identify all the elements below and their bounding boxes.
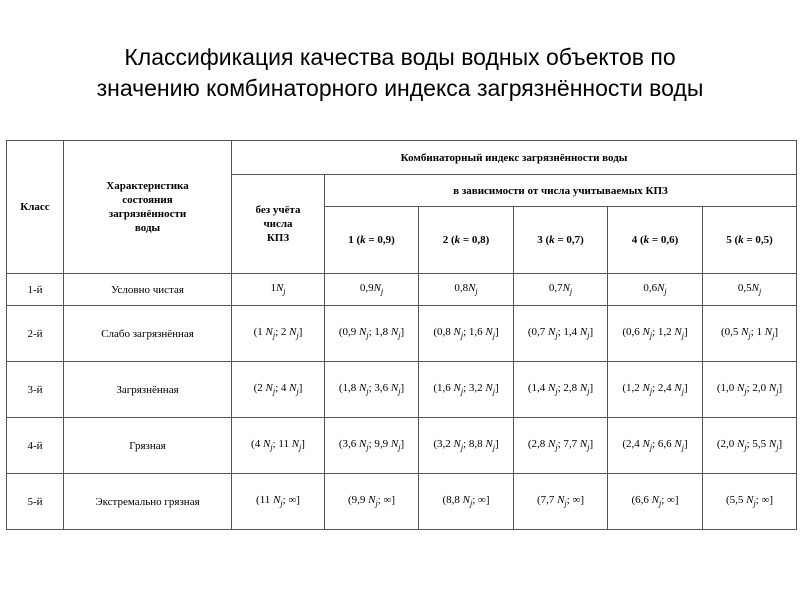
group-k-value: = 0,8) <box>460 234 490 246</box>
index-cell: (2,0 $N_j$; 5,5 $N_j$] <box>703 418 797 474</box>
header-combinatorial-index: Комбинаторный индекс загрязнённости воды <box>232 141 797 175</box>
header-without-line: КПЗ <box>266 232 290 244</box>
nj-symbol: $N_j$ <box>548 382 558 397</box>
header-row-1 <box>7 141 797 175</box>
k-symbol: k <box>738 234 744 246</box>
group-number: 3 ( <box>537 234 550 246</box>
index-cell: (3,6 $N_j$; 9,9 $N_j$] <box>325 418 419 474</box>
header-group-3 <box>514 207 608 274</box>
header-group-5 <box>703 207 797 274</box>
nj-symbol: $N_j$ <box>548 438 558 453</box>
class-cell: 2-й <box>7 306 64 362</box>
table-row <box>7 362 797 418</box>
slide-title <box>0 42 800 104</box>
header-group-2 <box>419 207 514 274</box>
header-without-line: без учёта <box>255 204 301 216</box>
header-group-1 <box>325 207 419 274</box>
nj-symbol: $N_j$ <box>751 282 762 297</box>
nj-symbol: $N_j$ <box>373 282 384 297</box>
nj-symbol: $N_j$ <box>579 382 590 397</box>
nj-symbol: $N_j$ <box>265 326 276 341</box>
nj-symbol: $N_j$ <box>548 326 558 341</box>
index-cell: (2 $N_j$; 4 $N_j$] <box>232 362 325 418</box>
index-cell: (6,6 $N_j$; ∞] <box>608 474 703 530</box>
class-cell: 4-й <box>7 418 64 474</box>
index-cell: (3,2 $N_j$; 8,8 $N_j$] <box>419 418 514 474</box>
nj-symbol: $N_j$ <box>368 494 378 509</box>
nj-symbol: $N_j$ <box>651 494 662 509</box>
group-number: 2 ( <box>442 234 455 246</box>
index-cell: $0,9N_j$ <box>325 274 419 306</box>
header-depending-on-kpz: в зависимости от числа учитываемых КПЗ <box>325 175 797 207</box>
group-k-value: = 0,7) <box>554 234 584 246</box>
table-row <box>7 274 797 306</box>
nj-symbol: $N_j$ <box>462 494 473 509</box>
group-k-value: = 0,9) <box>365 234 395 246</box>
title-line-2: значению комбинаторного индекса загрязнённости воды <box>96 75 704 101</box>
index-cell: $0,7N_j$ <box>514 274 608 306</box>
nj-symbol: $N_j$ <box>579 438 590 453</box>
group-k-value: = 0,5) <box>743 234 773 246</box>
header-without-kpz <box>232 175 325 274</box>
index-cell: (0,8 $N_j$; 1,6 $N_j$] <box>419 306 514 362</box>
title-line-1: Классификация качества воды водных объектов по <box>124 44 676 70</box>
nj-symbol: $N_j$ <box>453 438 464 453</box>
nj-symbol: $N_j$ <box>642 382 653 397</box>
header-characteristic <box>64 141 232 274</box>
nj-symbol: $N_j$ <box>275 282 286 297</box>
index-cell: (0,5 $N_j$; 1 $N_j$] <box>703 306 797 362</box>
nj-symbol: $N_j$ <box>485 438 495 453</box>
nj-symbol: $N_j$ <box>557 494 567 509</box>
nj-symbol: $N_j$ <box>642 326 653 341</box>
class-cell: 1-й <box>7 274 64 306</box>
k-symbol: k <box>643 234 650 246</box>
nj-symbol: $N_j$ <box>291 438 302 453</box>
nj-symbol: $N_j$ <box>746 494 756 509</box>
group-number: 4 ( <box>631 234 644 246</box>
table-row <box>7 474 797 530</box>
index-cell: (4 $N_j$; 11 $N_j$] <box>232 418 325 474</box>
nj-symbol: $N_j$ <box>359 438 369 453</box>
header-without-line: числа <box>263 218 293 230</box>
nj-symbol: $N_j$ <box>359 326 369 341</box>
index-cell: (1,2 $N_j$; 2,4 $N_j$] <box>608 362 703 418</box>
table-row <box>7 418 797 474</box>
index-cell: $1N_j$ <box>232 274 325 306</box>
index-cell: $0,5N_j$ <box>703 274 797 306</box>
description-cell: Грязная <box>64 418 232 474</box>
index-cell: (7,7 $N_j$; ∞] <box>514 474 608 530</box>
nj-symbol: $N_j$ <box>453 326 464 341</box>
description-cell: Загрязнённая <box>64 362 232 418</box>
nj-symbol: $N_j$ <box>453 382 464 397</box>
nj-symbol: $N_j$ <box>289 382 299 397</box>
nj-symbol: $N_j$ <box>674 438 684 453</box>
class-cell: 3-й <box>7 362 64 418</box>
nj-symbol: $N_j$ <box>390 326 401 341</box>
index-cell: (1,0 $N_j$; 2,0 $N_j$] <box>703 362 797 418</box>
index-cell: (8,8 $N_j$; ∞] <box>419 474 514 530</box>
header-characteristic-line: Характеристика <box>106 180 189 192</box>
nj-symbol: $N_j$ <box>265 382 276 397</box>
nj-symbol: $N_j$ <box>390 382 401 397</box>
index-cell: (0,7 $N_j$; 1,4 $N_j$] <box>514 306 608 362</box>
index-cell: (0,6 $N_j$; 1,2 $N_j$] <box>608 306 703 362</box>
nj-symbol: $N_j$ <box>674 382 684 397</box>
index-cell: (0,9 $N_j$; 1,8 $N_j$] <box>325 306 419 362</box>
group-number: 5 ( <box>726 234 739 246</box>
description-cell: Слабо загрязнённая <box>64 306 232 362</box>
index-cell: $0,6N_j$ <box>608 274 703 306</box>
group-number: 1 ( <box>348 234 361 246</box>
index-cell: (5,5 $N_j$; ∞] <box>703 474 797 530</box>
nj-symbol: $N_j$ <box>741 326 751 341</box>
nj-symbol: $N_j$ <box>768 438 779 453</box>
index-cell: (1,8 $N_j$; 3,6 $N_j$] <box>325 362 419 418</box>
k-symbol: k <box>454 234 461 246</box>
nj-symbol: $N_j$ <box>768 382 779 397</box>
nj-symbol: $N_j$ <box>764 326 775 341</box>
index-cell: (1 $N_j$; 2 $N_j$] <box>232 306 325 362</box>
nj-symbol: $N_j$ <box>262 438 273 453</box>
k-symbol: k <box>549 234 555 246</box>
description-cell: Экстремально грязная <box>64 474 232 530</box>
table-row <box>7 306 797 362</box>
nj-symbol: $N_j$ <box>485 382 495 397</box>
nj-symbol: $N_j$ <box>657 282 667 297</box>
description-cell: Условно чистая <box>64 274 232 306</box>
header-characteristic-line: состояния <box>122 194 173 206</box>
nj-symbol: $N_j$ <box>289 326 299 341</box>
nj-symbol: $N_j$ <box>642 438 653 453</box>
nj-symbol: $N_j$ <box>390 438 401 453</box>
header-characteristic-line: загрязнённости <box>108 208 187 220</box>
index-cell: (9,9 $N_j$; ∞] <box>325 474 419 530</box>
nj-symbol: $N_j$ <box>359 382 369 397</box>
header-characteristic-line: воды <box>134 222 161 234</box>
class-cell: 5-й <box>7 474 64 530</box>
nj-symbol: $N_j$ <box>485 326 495 341</box>
index-cell: (11 $N_j$; ∞] <box>232 474 325 530</box>
index-cell: (1,6 $N_j$; 3,2 $N_j$] <box>419 362 514 418</box>
index-cell: (1,4 $N_j$; 2,8 $N_j$] <box>514 362 608 418</box>
nj-symbol: $N_j$ <box>273 494 283 509</box>
k-symbol: k <box>360 234 366 246</box>
nj-symbol: $N_j$ <box>737 382 747 397</box>
nj-symbol: $N_j$ <box>562 282 573 297</box>
water-quality-table <box>6 140 797 530</box>
index-cell: (2,8 $N_j$; 7,7 $N_j$] <box>514 418 608 474</box>
nj-symbol: $N_j$ <box>579 326 590 341</box>
nj-symbol: $N_j$ <box>674 326 684 341</box>
header-group-4 <box>608 207 703 274</box>
nj-symbol: $N_j$ <box>468 282 478 297</box>
group-k-value: = 0,6) <box>649 234 679 246</box>
index-cell: (2,4 $N_j$; 6,6 $N_j$] <box>608 418 703 474</box>
index-cell: $0,8N_j$ <box>419 274 514 306</box>
header-class: Класс <box>7 141 64 274</box>
nj-symbol: $N_j$ <box>737 438 747 453</box>
